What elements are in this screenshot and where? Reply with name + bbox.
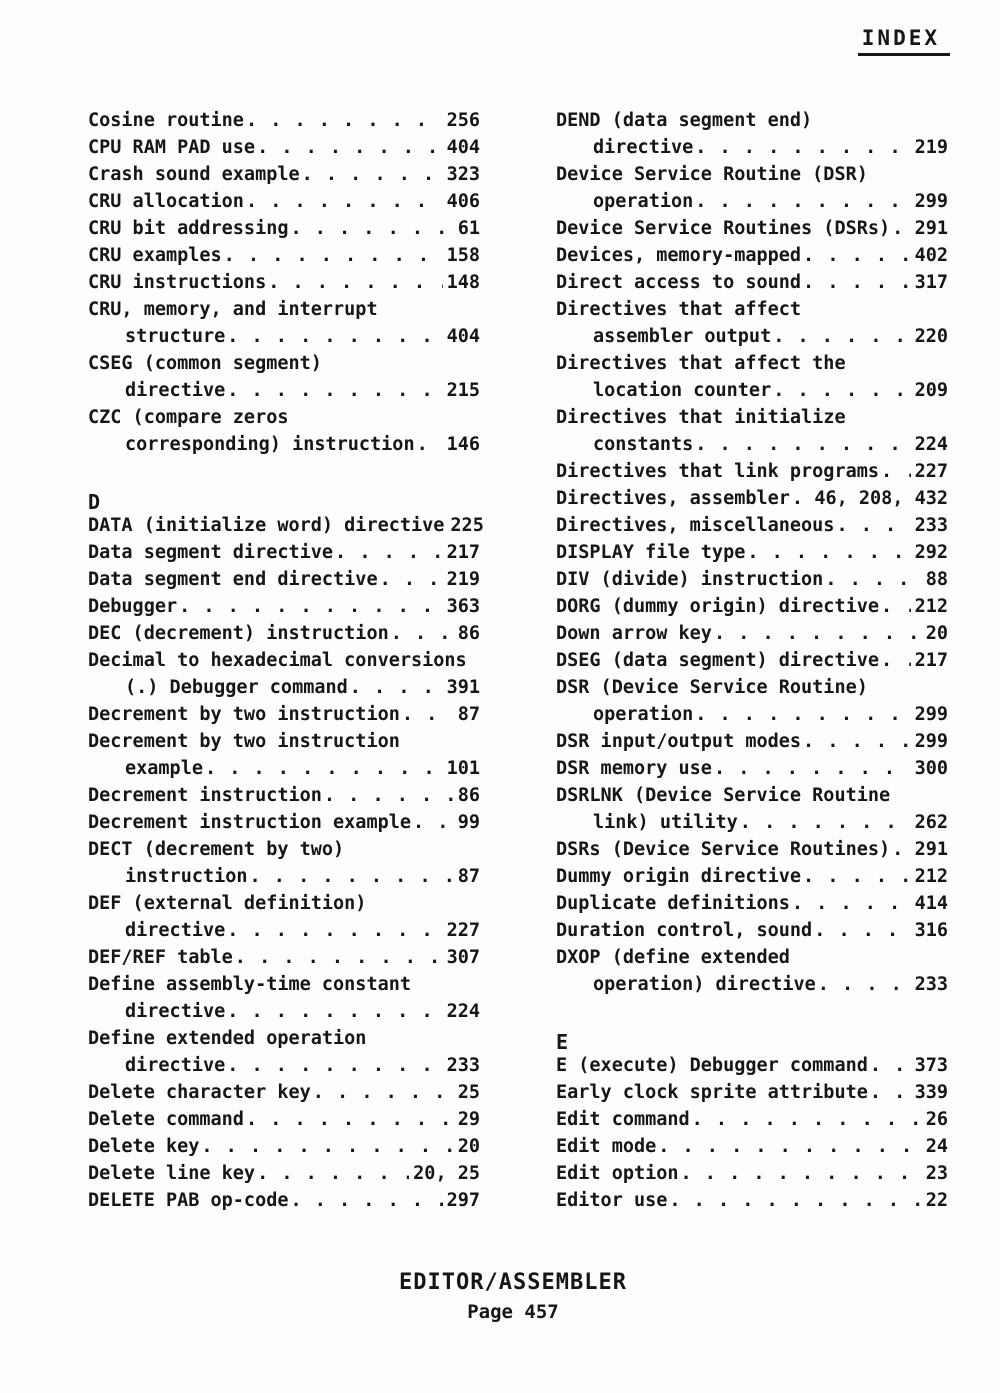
index-entry bbox=[556, 137, 948, 164]
dot-leader bbox=[391, 623, 454, 644]
entry-label: Data segment end directive bbox=[88, 569, 378, 590]
footer-page-number: Page 457 bbox=[467, 1301, 559, 1323]
index-entry bbox=[88, 704, 480, 731]
index-entry bbox=[556, 893, 948, 920]
entry-label: Devices, memory-mapped bbox=[556, 245, 802, 266]
index-entry bbox=[88, 1028, 480, 1055]
entry-page-number: 297 bbox=[446, 1190, 480, 1211]
index-entry bbox=[556, 785, 948, 812]
entry-label: Device Service Routine (DSR) bbox=[556, 164, 868, 185]
section-heading: D bbox=[88, 489, 101, 514]
dot-leader bbox=[818, 974, 911, 995]
entry-page-number: 404 bbox=[446, 326, 480, 347]
entry-page-number: 26 bbox=[925, 1109, 948, 1130]
index-entry bbox=[556, 974, 948, 1001]
index-entry bbox=[556, 542, 948, 569]
entry-label: Direct access to sound bbox=[556, 272, 802, 293]
entry-label: Delete character key bbox=[88, 1082, 311, 1103]
entry-label: Duration control, sound bbox=[556, 920, 813, 941]
entry-label: Directives, miscellaneous bbox=[556, 515, 835, 536]
dot-leader bbox=[227, 1055, 442, 1076]
index-entry bbox=[88, 947, 480, 974]
dot-leader bbox=[413, 812, 454, 833]
entry-label: link) utility bbox=[593, 812, 738, 833]
entry-page-number: 219 bbox=[446, 569, 480, 590]
dot-leader bbox=[402, 704, 454, 725]
entry-page-number: 299 bbox=[914, 704, 948, 725]
index-entry bbox=[88, 920, 480, 947]
entry-page-number: 87 bbox=[457, 866, 480, 887]
dot-leader bbox=[257, 1163, 409, 1184]
entry-label: directive bbox=[125, 920, 226, 941]
dot-leader bbox=[235, 947, 443, 968]
index-entry bbox=[556, 839, 948, 866]
index-entry bbox=[88, 839, 480, 866]
entry-page-number: 292 bbox=[914, 542, 948, 563]
entry-page-number: 227 bbox=[446, 920, 480, 941]
dot-leader bbox=[792, 488, 810, 509]
dot-leader bbox=[290, 1190, 442, 1211]
entry-label: DSR memory use bbox=[556, 758, 712, 779]
index-entry bbox=[556, 164, 948, 191]
entry-page-number: 101 bbox=[446, 758, 480, 779]
index-column-right bbox=[556, 110, 948, 1217]
entry-label: instruction bbox=[125, 866, 248, 887]
entry-label: corresponding) instruction bbox=[125, 434, 415, 455]
entry-label: CPU RAM PAD use bbox=[88, 137, 256, 158]
page-footer bbox=[0, 1270, 1000, 1323]
entry-label: Decrement instruction bbox=[88, 785, 322, 806]
entry-page-number: 29 bbox=[457, 1109, 480, 1130]
entry-label: DSEG (data segment) directive bbox=[556, 650, 880, 671]
index-entry bbox=[556, 623, 948, 650]
dot-leader bbox=[695, 137, 910, 158]
dot-leader bbox=[870, 1055, 911, 1076]
entry-label: directive bbox=[593, 137, 694, 158]
entry-page-number: 209 bbox=[914, 380, 948, 401]
entry-label: structure bbox=[125, 326, 226, 347]
entry-page-number: 256 bbox=[446, 110, 480, 131]
entry-page-number: 300 bbox=[914, 758, 948, 779]
entry-page-number: 212 bbox=[914, 596, 948, 617]
dot-leader bbox=[836, 515, 910, 536]
index-entry bbox=[88, 569, 480, 596]
entry-page-number: 227 bbox=[914, 461, 948, 482]
dot-leader bbox=[257, 137, 443, 158]
index-entry bbox=[556, 731, 948, 758]
entry-label: operation) directive bbox=[593, 974, 816, 995]
index-entry bbox=[88, 353, 480, 380]
index-entry bbox=[556, 1082, 948, 1109]
index-entry bbox=[556, 596, 948, 623]
dot-leader bbox=[227, 326, 442, 347]
entry-label: Directives that affect bbox=[556, 299, 802, 320]
entry-page-number: 212 bbox=[914, 866, 948, 887]
entry-label: Define extended operation bbox=[88, 1028, 367, 1049]
dot-leader bbox=[227, 920, 442, 941]
entry-label: Decrement instruction example bbox=[88, 812, 412, 833]
entry-page-number: 299 bbox=[914, 191, 948, 212]
dot-leader bbox=[803, 272, 911, 293]
entry-label: Delete line key bbox=[88, 1163, 256, 1184]
index-entry bbox=[556, 488, 948, 515]
entry-label: location counter bbox=[593, 380, 772, 401]
index-entry bbox=[88, 380, 480, 407]
index-entry bbox=[556, 1136, 948, 1163]
dot-leader bbox=[695, 191, 910, 212]
dot-leader bbox=[870, 1082, 911, 1103]
dot-leader bbox=[814, 920, 910, 941]
dot-leader bbox=[268, 272, 442, 293]
index-entry bbox=[556, 461, 948, 488]
entry-page-number: 215 bbox=[446, 380, 480, 401]
entry-label: DEF (external definition) bbox=[88, 893, 367, 914]
entry-label: Edit command bbox=[556, 1109, 690, 1130]
entry-page-number: 291 bbox=[914, 839, 948, 860]
index-entry bbox=[556, 812, 948, 839]
entry-page-number: 148 bbox=[446, 272, 480, 293]
entry-label: DSRs (Device Service Routines) bbox=[556, 839, 891, 860]
dot-leader bbox=[773, 326, 910, 347]
entry-page-number: 224 bbox=[914, 434, 948, 455]
index-entry bbox=[556, 650, 948, 677]
entry-label: Early clock sprite attribute bbox=[556, 1082, 868, 1103]
index-entry bbox=[556, 191, 948, 218]
index-entry bbox=[556, 1055, 948, 1082]
entry-label: directive bbox=[125, 380, 226, 401]
entry-label: Decrement by two instruction bbox=[88, 704, 400, 725]
section-gap bbox=[556, 1001, 948, 1028]
index-entry bbox=[88, 758, 480, 785]
index-entry bbox=[556, 1190, 948, 1217]
dot-leader bbox=[695, 704, 910, 725]
entry-page-number: 323 bbox=[446, 164, 480, 185]
index-entry bbox=[556, 677, 948, 704]
index-entry bbox=[556, 1163, 948, 1190]
dot-leader bbox=[227, 1001, 442, 1022]
index-entry bbox=[556, 353, 948, 380]
dot-leader bbox=[881, 596, 911, 617]
entry-label: operation bbox=[593, 704, 694, 725]
entry-page-number: 391 bbox=[446, 677, 480, 698]
index-column-left bbox=[88, 110, 484, 1217]
index-entry bbox=[88, 731, 480, 758]
dot-leader bbox=[881, 461, 911, 482]
entry-label: Edit option bbox=[556, 1163, 679, 1184]
entry-label: CRU allocation bbox=[88, 191, 244, 212]
entry-label: Decimal to hexadecimal conversions bbox=[88, 650, 467, 671]
dot-leader bbox=[773, 380, 910, 401]
index-entry bbox=[88, 1001, 480, 1028]
index-entry bbox=[556, 515, 948, 542]
entry-label: Directives that affect the bbox=[556, 353, 846, 374]
entry-label: CRU instructions bbox=[88, 272, 267, 293]
entry-page-number: 299 bbox=[914, 731, 948, 752]
dot-leader bbox=[417, 434, 443, 455]
dot-leader bbox=[825, 569, 921, 590]
dot-leader bbox=[714, 758, 911, 779]
index-entry bbox=[556, 272, 948, 299]
entry-label: DEF/REF table bbox=[88, 947, 233, 968]
entry-label: DORG (dummy origin) directive bbox=[556, 596, 880, 617]
dot-leader bbox=[302, 164, 443, 185]
entry-page-number: 233 bbox=[914, 515, 948, 536]
entry-label: Device Service Routines (DSRs) bbox=[556, 218, 891, 239]
entry-page-number: 20 bbox=[457, 1136, 480, 1157]
dot-leader bbox=[380, 569, 443, 590]
entry-label: CRU bit addressing bbox=[88, 218, 289, 239]
dot-leader bbox=[246, 1109, 454, 1130]
index-entry bbox=[88, 218, 480, 245]
dot-leader bbox=[201, 1136, 453, 1157]
entry-label: Decrement by two instruction bbox=[88, 731, 400, 752]
index-entry bbox=[88, 812, 480, 839]
dot-leader bbox=[246, 110, 443, 131]
entry-page-number: 88 bbox=[925, 569, 948, 590]
index-entry bbox=[88, 272, 480, 299]
entry-label: assembler output bbox=[593, 326, 772, 347]
section-gap bbox=[88, 461, 480, 488]
entry-page-number: 220 bbox=[914, 326, 948, 347]
entry-label: DEC (decrement) instruction bbox=[88, 623, 389, 644]
entry-label: Edit mode bbox=[556, 1136, 657, 1157]
index-entry bbox=[88, 407, 480, 434]
entry-label: Delete key bbox=[88, 1136, 200, 1157]
index-entry bbox=[556, 758, 948, 785]
index-entry bbox=[556, 299, 948, 326]
dot-leader bbox=[714, 623, 922, 644]
entry-label: Define assembly-time constant bbox=[88, 974, 412, 995]
entry-page-number: 22 bbox=[925, 1190, 948, 1211]
entry-page-number: 233 bbox=[446, 1055, 480, 1076]
dot-leader bbox=[692, 1109, 922, 1130]
entry-label: (.) Debugger command bbox=[125, 677, 348, 698]
dot-leader bbox=[246, 191, 443, 212]
dot-leader bbox=[803, 245, 911, 266]
dot-leader bbox=[681, 1163, 922, 1184]
index-entry bbox=[88, 596, 480, 623]
index-entry bbox=[556, 947, 948, 974]
index-entry bbox=[88, 137, 480, 164]
index-entry bbox=[556, 569, 948, 596]
entry-label: DIV (divide) instruction bbox=[556, 569, 824, 590]
dot-leader bbox=[881, 650, 911, 671]
index-entry bbox=[88, 1136, 480, 1163]
index-columns bbox=[88, 110, 948, 1217]
dot-leader bbox=[335, 542, 443, 563]
index-entry bbox=[88, 434, 480, 461]
entry-label: CZC (compare zeros bbox=[88, 407, 289, 428]
dot-leader bbox=[324, 785, 454, 806]
index-entry bbox=[556, 245, 948, 272]
entry-page-number: 86 bbox=[457, 785, 480, 806]
dot-leader bbox=[658, 1136, 921, 1157]
entry-label: Directives, assembler bbox=[556, 488, 790, 509]
entry-label: directive bbox=[125, 1001, 226, 1022]
entry-label: Debugger bbox=[88, 596, 178, 617]
book-title: EDITOR/ASSEMBLER bbox=[399, 1270, 627, 1295]
entry-page-number: 86 bbox=[457, 623, 480, 644]
index-entry bbox=[88, 785, 480, 812]
entry-page-number: 158 bbox=[446, 245, 480, 266]
dot-leader bbox=[290, 218, 453, 239]
entry-label: DXOP (define extended bbox=[556, 947, 790, 968]
entry-page-number: 262 bbox=[914, 812, 948, 833]
entry-page-number: 217 bbox=[914, 650, 948, 671]
entry-label: Delete command bbox=[88, 1109, 244, 1130]
entry-label: Data segment directive bbox=[88, 542, 334, 563]
entry-label: CRU examples bbox=[88, 245, 222, 266]
index-entry bbox=[88, 191, 480, 218]
entry-page-number: 87 bbox=[457, 704, 480, 725]
entry-label: DISPLAY file type bbox=[556, 542, 746, 563]
dot-leader bbox=[740, 812, 911, 833]
entry-label: example bbox=[125, 758, 203, 779]
dot-leader bbox=[695, 434, 910, 455]
index-entry bbox=[556, 1109, 948, 1136]
dot-leader bbox=[250, 866, 454, 887]
entry-page-number: 20, 25 bbox=[413, 1163, 480, 1184]
index-entry bbox=[556, 704, 948, 731]
dot-leader bbox=[313, 1082, 454, 1103]
entry-page-number: 373 bbox=[914, 1055, 948, 1076]
index-entry bbox=[88, 866, 480, 893]
entry-label: constants bbox=[593, 434, 694, 455]
index-entry bbox=[556, 434, 948, 461]
index-entry bbox=[556, 920, 948, 947]
entry-label: DECT (decrement by two) bbox=[88, 839, 345, 860]
entry-page-number: 339 bbox=[914, 1082, 948, 1103]
entry-label: DSRLNK (Device Service Routine bbox=[556, 785, 891, 806]
entry-page-number: 404 bbox=[446, 137, 480, 158]
entry-page-number: 316 bbox=[914, 920, 948, 941]
index-entry bbox=[88, 110, 480, 137]
entry-label: operation bbox=[593, 191, 694, 212]
entry-label: Duplicate definitions bbox=[556, 893, 790, 914]
index-entry bbox=[88, 299, 480, 326]
index-entry bbox=[88, 542, 480, 569]
entry-page-number: 414 bbox=[914, 893, 948, 914]
index-entry bbox=[88, 1190, 480, 1217]
index-entry bbox=[556, 110, 948, 137]
dot-leader bbox=[803, 866, 911, 887]
index-entry bbox=[556, 218, 948, 245]
entry-page-number: 61 bbox=[457, 218, 480, 239]
dot-leader bbox=[227, 380, 442, 401]
entry-page-number: 406 bbox=[446, 191, 480, 212]
entry-page-number: 224 bbox=[446, 1001, 480, 1022]
section-heading: E bbox=[556, 1029, 569, 1054]
entry-page-number: 225 bbox=[450, 515, 484, 536]
index-entry bbox=[556, 326, 948, 353]
entry-label: Cosine routine bbox=[88, 110, 244, 131]
entry-page-number: 24 bbox=[925, 1136, 948, 1157]
dot-leader bbox=[803, 731, 911, 752]
index-entry bbox=[88, 974, 480, 1001]
entry-page-number: 402 bbox=[914, 245, 948, 266]
dot-leader bbox=[205, 758, 443, 779]
index-entry bbox=[88, 623, 480, 650]
entry-page-number: 363 bbox=[446, 596, 480, 617]
entry-label: Down arrow key bbox=[556, 623, 712, 644]
index-entry bbox=[556, 407, 948, 434]
running-head-title: INDEX bbox=[858, 26, 950, 56]
entry-label: DELETE PAB op-code bbox=[88, 1190, 289, 1211]
dot-leader bbox=[892, 218, 910, 239]
entry-label: DATA (initialize word) directive bbox=[88, 515, 445, 536]
index-entry bbox=[88, 677, 480, 704]
entry-label: Editor use bbox=[556, 1190, 668, 1211]
entry-label: CRU, memory, and interrupt bbox=[88, 299, 378, 320]
dot-leader bbox=[179, 596, 442, 617]
dot-leader bbox=[747, 542, 910, 563]
dot-leader bbox=[892, 839, 910, 860]
entry-label: CSEG (common segment) bbox=[88, 353, 322, 374]
entry-page-number: 217 bbox=[446, 542, 480, 563]
index-entry bbox=[88, 164, 480, 191]
entry-page-number: 219 bbox=[914, 137, 948, 158]
index-entry bbox=[88, 515, 484, 542]
entry-page-number: 317 bbox=[914, 272, 948, 293]
dot-leader bbox=[792, 893, 911, 914]
entry-page-number: 291 bbox=[914, 218, 948, 239]
entry-page-number: 20 bbox=[925, 623, 948, 644]
index-entry bbox=[556, 866, 948, 893]
entry-label: E (execute) Debugger command bbox=[556, 1055, 868, 1076]
index-entry bbox=[88, 245, 480, 272]
entry-page-number: 99 bbox=[457, 812, 480, 833]
dot-leader bbox=[350, 677, 443, 698]
entry-label: Crash sound example bbox=[88, 164, 300, 185]
entry-page-number: 307 bbox=[446, 947, 480, 968]
entry-label: DEND (data segment end) bbox=[556, 110, 813, 131]
dot-leader bbox=[669, 1190, 921, 1211]
index-entry bbox=[88, 1082, 480, 1109]
dot-leader bbox=[224, 245, 443, 266]
entry-label: Directives that link programs bbox=[556, 461, 880, 482]
index-entry bbox=[88, 1163, 480, 1190]
index-entry bbox=[88, 1109, 480, 1136]
entry-page-number: 146 bbox=[446, 434, 480, 455]
entry-page-number: 23 bbox=[925, 1163, 948, 1184]
entry-page-number: 233 bbox=[914, 974, 948, 995]
entry-label: Directives that initialize bbox=[556, 407, 846, 428]
entry-label: DSR (Device Service Routine) bbox=[556, 677, 868, 698]
entry-label: DSR input/output modes bbox=[556, 731, 802, 752]
entry-page-number: 25 bbox=[457, 1082, 480, 1103]
index-entry bbox=[88, 650, 480, 677]
index-entry bbox=[88, 1055, 480, 1082]
entry-label: Dummy origin directive bbox=[556, 866, 802, 887]
index-entry bbox=[556, 380, 948, 407]
entry-page-number: 46, 208, 432 bbox=[814, 488, 948, 509]
index-entry bbox=[88, 326, 480, 353]
entry-label: directive bbox=[125, 1055, 226, 1076]
index-entry bbox=[88, 893, 480, 920]
